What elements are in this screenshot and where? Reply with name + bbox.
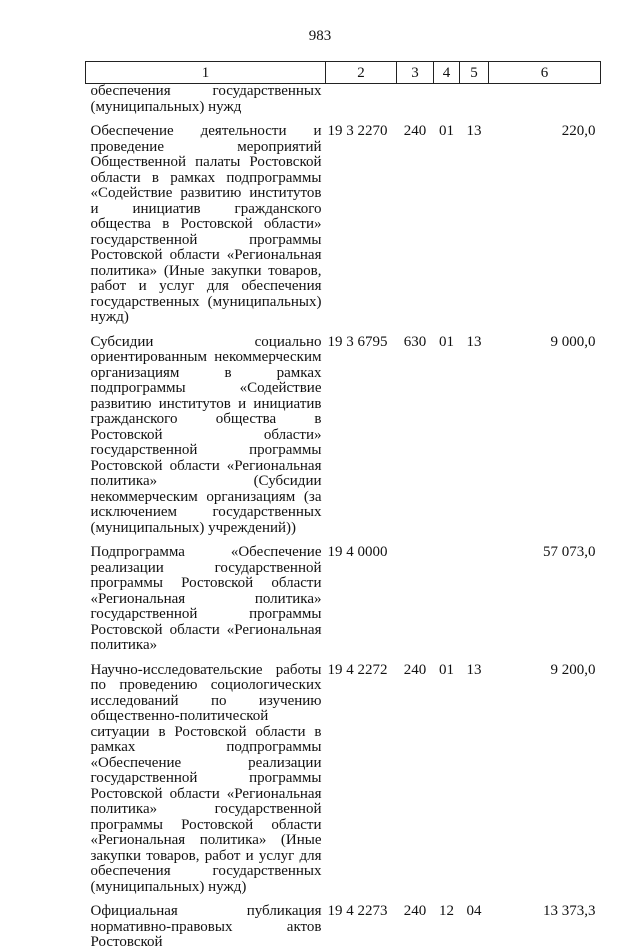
row-section: 01 [439,661,454,678]
row-description: Официальная публикация нормативно-правовых актов Ростовской [90,903,322,950]
row-subsection: 13 [466,661,482,678]
row-expense-type: 630 [403,333,427,350]
table-row [86,663,601,896]
row-expense-type: 240 [403,661,427,678]
table-row [86,124,601,326]
row-section [434,84,460,116]
page-number: 983 [308,28,332,44]
budget-table [85,61,601,951]
column-header: 2 [326,62,397,84]
row-subsection: 13 [466,123,482,139]
row-target-article: 19 3 6795 [327,333,388,350]
column-header: 4 [434,62,460,84]
row-expense-type: 240 [403,903,427,919]
table-row [86,904,601,951]
row-expense-type: 240 [403,123,427,139]
row-target-article: 19 4 0000 [327,544,388,560]
row-expense-type [397,545,434,654]
row-subsection [460,545,489,654]
table-row [86,545,601,654]
row-section: 01 [439,123,454,139]
row-description: Подпрограмма «Обеспечение реализации государственной программы Ростовской области «Региональная политика» государственной программы Ростовской области «Региональная политика» [90,544,322,653]
row-description: Субсидии социально ориентированным некоммерческим организациям в рамках подпрограммы «Содействие развитию институтов и инициатив гражданского общества в Ростовской области» государственной программы Ростовской области «Региональная политика» (Субсидии некоммерческим организациям (за исключением государственных (муниципальных) учреждений)) [90,333,322,536]
row-amount [489,84,601,116]
row-amount: 13 373,3 [543,903,596,919]
row-expense-type [397,84,434,116]
row-amount: 57 073,0 [543,544,596,560]
table-row [86,84,601,116]
column-header: 1 [86,62,326,84]
row-amount: 9 000,0 [550,333,596,350]
row-description: Научно-исследовательские работы по проведению социологических исследований по изучению общественно-политической ситуации в Ростовской области в рамках подпрограммы «Обеспечение реализации государственной программы Ростовской области «Региональная политика» государственной программы Ростовской области «Региональная политика» (Иные закупки товаров, работ и услуг для обеспечения государственных (муниципальных) нужд) [90,661,322,895]
column-header: 5 [460,62,489,84]
table-row [86,335,601,537]
column-header: 3 [397,62,434,84]
table-header [86,62,601,84]
row-amount: 220,0 [561,123,596,139]
row-target-article [326,84,397,116]
row-description: обеспечения государственных (муниципальных) нужд [90,83,322,115]
row-section: 01 [439,333,454,350]
row-target-article: 19 3 2270 [327,123,388,139]
row-amount: 9 200,0 [550,661,596,678]
row-section [434,545,460,654]
row-description: Обеспечение деятельности и проведение мероприятий Общественной палаты Ростовской области в рамках подпрограммы «Содействие развитию институтов и инициатив гражданского общества в Ростовской области» государственной программы Ростовской области «Региональная политика» (Иные закупки товаров, работ и услуг для обеспечения государственных (муниципальных) нужд) [90,123,322,325]
row-section: 12 [439,903,454,919]
table-body [86,84,601,951]
row-subsection [460,84,489,116]
row-target-article: 19 4 2273 [327,903,388,919]
row-target-article: 19 4 2272 [327,661,388,678]
row-subsection: 13 [466,333,482,350]
row-subsection: 04 [466,903,482,919]
column-header: 6 [489,62,601,84]
